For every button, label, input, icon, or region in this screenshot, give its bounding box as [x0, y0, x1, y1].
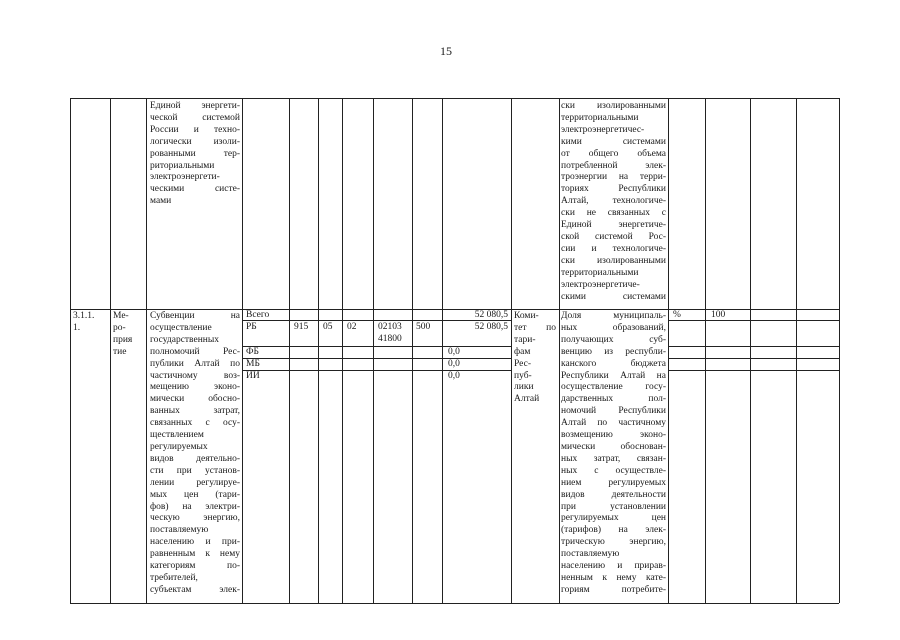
- funding-csr: 02103 41800: [378, 322, 402, 344]
- funding-source: ФБ: [246, 347, 259, 357]
- prev-row-indicator: ски изолированными территориальными электроэнергетичес- кими системами от общего объема потребленной элек- троэнергии на терри- ториях Республики Алтай, технологиче- ски не связанных с Единой энергетиче- ской системой Рос- сии и технологиче- ски изолированными территориальными электроэнергетиче- скими системами: [561, 101, 666, 302]
- row-executor: Коми- тет по тари- фам Рес- пуб- лики Алтай: [514, 311, 556, 405]
- funding-amount: 0,0: [448, 347, 460, 357]
- row-value: 100: [711, 310, 726, 320]
- funding-source: МБ: [246, 359, 260, 369]
- row-indicator: Доля муниципаль- ных образований, получающих суб- венцию из республи- канского бюджета Республики Алтай на осуществление госу- дарственных пол- номочий Республики Алтай по частичному возмещению эконо- мически обоснован- ных затрат, связан- ных с осуществле- нием регулируемых видов деятельности при установлении регулируемых цен (тарифов) на элек- трическую энергию, поставляемую населению и прирав- ненным к нему кате- гориям потребите-: [561, 311, 666, 595]
- funding-amount: 52 080,5: [474, 322, 508, 332]
- funding-grbs: 915: [294, 322, 309, 332]
- funding-vr: 500: [416, 322, 431, 332]
- program-table: [70, 98, 839, 603]
- row-type: Ме- ро- прия тие: [113, 311, 133, 357]
- funding-source: РБ: [246, 322, 257, 332]
- funding-rz: 05: [323, 322, 333, 332]
- funding-amount: 0,0: [448, 371, 460, 381]
- funding-pr: 02: [347, 322, 357, 332]
- funding-source: ИИ: [246, 371, 260, 381]
- prev-row-name: Единой энергети- ческой системой России и техно- логически изоли- рованными тер- риториальными электроэнергети- ческими систе- мами: [150, 101, 240, 207]
- page-number: 15: [440, 44, 452, 58]
- row-unit: %: [673, 310, 681, 320]
- row-code: 3.1.1. 1.: [73, 311, 95, 333]
- funding-amount: 0,0: [448, 359, 460, 369]
- funding-amount: 52 080,5: [474, 310, 508, 320]
- row-name: Субвенции на осуществление государственных полномочий Рес- публики Алтай по частичному воз- мещению эконо- мически обосно- ванных затрат, связанных с осу- ществлением регулируемых видов деятельно- сти при установ- лении регулируе- мых цен (тари- фов) на электри- ческую энергию, поставляемую населению и при- равненным к нему категориям по- требителей, субъектам элек-: [150, 311, 240, 595]
- funding-source: Всего: [246, 310, 270, 320]
